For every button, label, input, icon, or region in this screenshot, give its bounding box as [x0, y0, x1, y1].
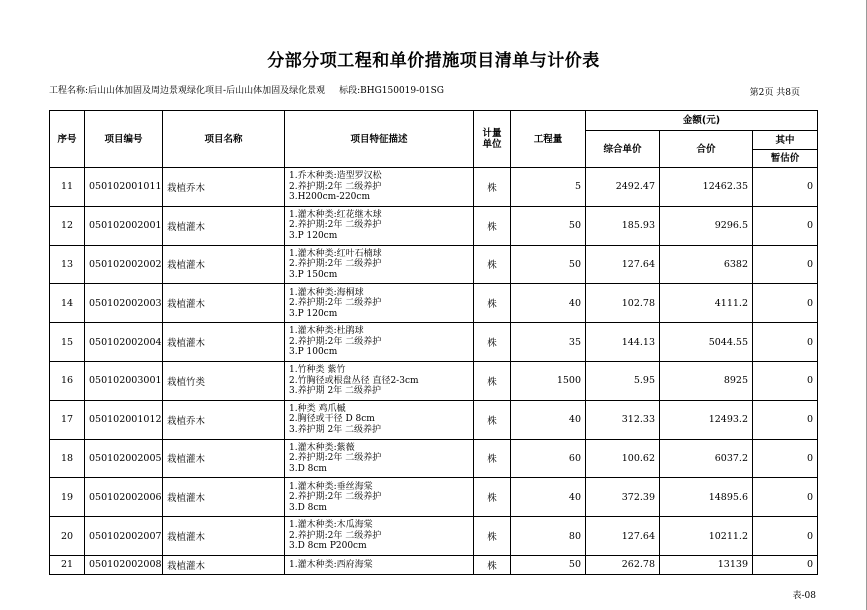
row-seq: 20	[50, 517, 85, 556]
row-unit-price: 127.64	[586, 517, 660, 556]
row-desc-line: 1.灌木种类:西府海棠	[289, 559, 373, 570]
row-unit: 株	[474, 555, 511, 574]
row-unit: 株	[474, 323, 511, 362]
header-of-which: 其中	[753, 131, 818, 150]
row-total: 6037.2	[660, 439, 753, 478]
row-name: 栽植竹类	[163, 361, 285, 400]
row-desc	[285, 168, 474, 207]
row-qty: 40	[511, 284, 586, 323]
row-desc-line: 2.养护期:2年 二级养护	[289, 220, 382, 231]
row-qty: 5	[511, 168, 586, 207]
row-desc-line: 1.种类 鸡爪槭	[289, 403, 346, 414]
row-seq: 17	[50, 400, 85, 439]
row-seq: 16	[50, 361, 85, 400]
row-desc-line: 1.灌木种类:垂丝海棠	[289, 481, 373, 492]
row-desc-line: 1.灌木种类:海桐球	[289, 287, 364, 298]
row-unit: 株	[474, 284, 511, 323]
row-total: 8925	[660, 361, 753, 400]
row-desc-line: 2.养护期:2年 二级养护	[289, 492, 382, 503]
row-name: 栽植灌木	[163, 245, 285, 284]
table-row	[50, 284, 818, 323]
row-code: 050102002007	[85, 517, 163, 556]
row-desc-line: 3.养护期 2年 二级养护	[289, 386, 382, 397]
row-desc-line: 2.胸径或干径 D 8cm	[289, 414, 375, 425]
row-code: 050102002001	[85, 206, 163, 245]
row-qty: 60	[511, 439, 586, 478]
row-code: 050102002005	[85, 439, 163, 478]
table-row	[50, 323, 818, 362]
row-code: 050102002004	[85, 323, 163, 362]
row-desc-line: 2.养护期:2年 二级养护	[289, 453, 382, 464]
row-desc-line: 2.养护期:2年 二级养护	[289, 259, 382, 270]
table-row	[50, 361, 818, 400]
header-unit-price: 综合单价	[586, 131, 660, 168]
row-code: 050102002003	[85, 284, 163, 323]
row-provisional: 0	[753, 478, 818, 517]
header-seq: 序号	[50, 111, 85, 168]
row-provisional: 0	[753, 555, 818, 574]
row-desc	[285, 555, 474, 574]
row-qty: 1500	[511, 361, 586, 400]
row-desc	[285, 517, 474, 556]
table-row	[50, 168, 818, 207]
row-provisional: 0	[753, 245, 818, 284]
row-total: 13139	[660, 555, 753, 574]
row-unit-price: 102.78	[586, 284, 660, 323]
row-desc-line: 1.灌木种类:紫薇	[289, 442, 355, 453]
row-name: 栽植灌木	[163, 478, 285, 517]
row-desc	[285, 478, 474, 517]
row-desc-line: 3.P 120cm	[289, 308, 338, 319]
table-header	[50, 111, 818, 168]
row-provisional: 0	[753, 361, 818, 400]
row-unit-price: 5.95	[586, 361, 660, 400]
row-seq: 12	[50, 206, 85, 245]
row-total: 12493.2	[660, 400, 753, 439]
row-desc-line: 2.养护期:2年 二级养护	[289, 181, 382, 192]
row-unit-price: 2492.47	[586, 168, 660, 207]
row-unit: 株	[474, 245, 511, 284]
header-unit: 计量 单位	[474, 111, 511, 168]
row-desc-line: 1.乔木种类:造型罗汉松	[289, 171, 382, 182]
row-unit-price: 144.13	[586, 323, 660, 362]
row-qty: 40	[511, 400, 586, 439]
row-code: 050102002008	[85, 555, 163, 574]
row-provisional: 0	[753, 517, 818, 556]
table-row	[50, 400, 818, 439]
row-desc-line: 3.D 8cm P200cm	[289, 541, 367, 552]
header-total: 合价	[660, 131, 753, 168]
row-unit: 株	[474, 400, 511, 439]
row-desc-line: 3.D 8cm	[289, 463, 327, 474]
row-total: 5044.55	[660, 323, 753, 362]
row-provisional: 0	[753, 323, 818, 362]
project-name: 工程名称:后山山体加固及周边景观绿化项目-后山山体加固及绿化景观	[49, 86, 326, 96]
project-info	[49, 83, 444, 96]
row-unit-price: 262.78	[586, 555, 660, 574]
section-code: 标段:BHG150019-01SG	[339, 86, 444, 96]
row-seq: 14	[50, 284, 85, 323]
row-desc-line: 1.灌木种类:木瓜海棠	[289, 520, 373, 531]
row-total: 12462.35	[660, 168, 753, 207]
row-name: 栽植乔木	[163, 400, 285, 439]
table-footer-code: 表-08	[792, 591, 816, 601]
table-row	[50, 517, 818, 556]
row-provisional: 0	[753, 284, 818, 323]
row-name: 栽植灌木	[163, 323, 285, 362]
row-desc-line: 2.养护期:2年 二级养护	[289, 336, 382, 347]
row-name: 栽植灌木	[163, 439, 285, 478]
row-unit-price: 372.39	[586, 478, 660, 517]
row-desc	[285, 323, 474, 362]
row-desc	[285, 284, 474, 323]
table-row	[50, 478, 818, 517]
row-desc-line: 3.P 150cm	[289, 269, 338, 280]
table-row	[50, 206, 818, 245]
row-seq: 19	[50, 478, 85, 517]
header-code: 项目编号	[85, 111, 163, 168]
row-name: 栽植灌木	[163, 206, 285, 245]
row-desc-line: 2.养护期:2年 二级养护	[289, 298, 382, 309]
row-desc-line: 1.灌木种类:杜鹃球	[289, 326, 364, 337]
row-unit-price: 312.33	[586, 400, 660, 439]
row-qty: 50	[511, 245, 586, 284]
row-qty: 40	[511, 478, 586, 517]
row-desc-line: 3.养护期 2年 二级养护	[289, 424, 382, 435]
row-provisional: 0	[753, 439, 818, 478]
row-unit-price: 127.64	[586, 245, 660, 284]
row-unit: 株	[474, 361, 511, 400]
header-desc: 项目特征描述	[285, 111, 474, 168]
row-unit: 株	[474, 478, 511, 517]
header-amount: 金额(元)	[586, 111, 818, 131]
header-name: 项目名称	[163, 111, 285, 168]
row-unit-price: 100.62	[586, 439, 660, 478]
row-desc-line: 3.D 8cm	[289, 502, 327, 513]
row-desc	[285, 245, 474, 284]
row-desc	[285, 206, 474, 245]
row-seq: 18	[50, 439, 85, 478]
row-provisional: 0	[753, 168, 818, 207]
row-provisional: 0	[753, 400, 818, 439]
row-desc-line: 3.H200cm-220cm	[289, 192, 370, 203]
row-unit: 株	[474, 517, 511, 556]
header-provisional: 暂估价	[753, 150, 818, 168]
row-total: 10211.2	[660, 517, 753, 556]
table-row	[50, 439, 818, 478]
row-code: 050102003001	[85, 361, 163, 400]
row-name: 栽植灌木	[163, 517, 285, 556]
row-desc	[285, 439, 474, 478]
row-unit: 株	[474, 206, 511, 245]
row-total: 6382	[660, 245, 753, 284]
row-seq: 13	[50, 245, 85, 284]
row-unit: 株	[474, 168, 511, 207]
row-desc-line: 3.P 100cm	[289, 347, 338, 358]
row-provisional: 0	[753, 206, 818, 245]
row-name: 栽植灌木	[163, 555, 285, 574]
row-total: 14895.6	[660, 478, 753, 517]
row-desc-line: 2.养护期:2年 二级养护	[289, 530, 382, 541]
row-qty: 80	[511, 517, 586, 556]
row-code: 050102001012	[85, 400, 163, 439]
row-desc-line: 3.P 120cm	[289, 230, 338, 241]
row-unit-price: 185.93	[586, 206, 660, 245]
page-number: 第2页 共8页	[749, 88, 800, 98]
row-seq: 21	[50, 555, 85, 574]
row-seq: 11	[50, 168, 85, 207]
row-desc-line: 1.灌木种类:红叶石楠球	[289, 248, 382, 259]
row-qty: 50	[511, 206, 586, 245]
row-desc	[285, 361, 474, 400]
row-qty: 50	[511, 555, 586, 574]
row-code: 050102002006	[85, 478, 163, 517]
table-row	[50, 245, 818, 284]
row-desc-line: 2.竹胸径或根盘丛径 直径2-3cm	[289, 375, 419, 386]
table-body	[50, 168, 818, 575]
row-total: 9296.5	[660, 206, 753, 245]
row-total: 4111.2	[660, 284, 753, 323]
row-desc-line: 1.灌木种类:红花继木球	[289, 209, 382, 220]
row-code: 050102002002	[85, 245, 163, 284]
row-desc-line: 1.竹种类 紫竹	[289, 365, 346, 376]
pricing-table	[49, 110, 818, 575]
header-qty: 工程量	[511, 111, 586, 168]
row-desc	[285, 400, 474, 439]
row-unit: 株	[474, 439, 511, 478]
row-code: 050102001011	[85, 168, 163, 207]
row-name: 栽植灌木	[163, 284, 285, 323]
table-row	[50, 555, 818, 574]
row-seq: 15	[50, 323, 85, 362]
row-name: 栽植乔木	[163, 168, 285, 207]
page-title: 分部分项工程和单价措施项目清单与计价表	[267, 51, 600, 71]
row-qty: 35	[511, 323, 586, 362]
